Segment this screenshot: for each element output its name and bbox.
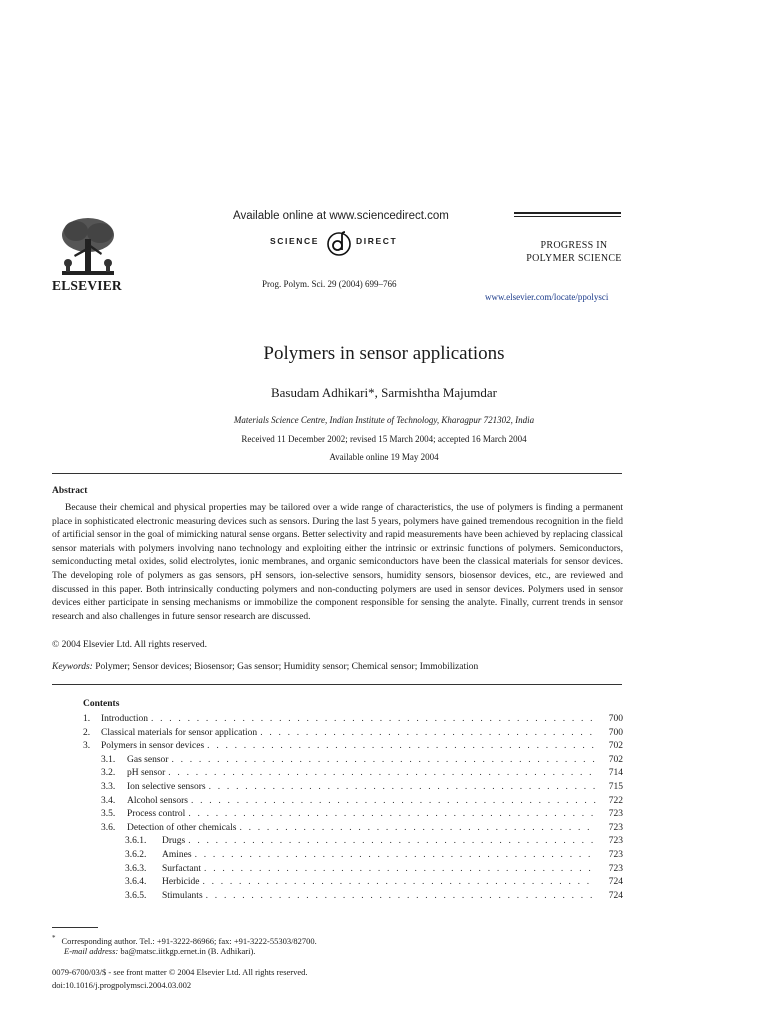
toc-leader-dots — [168, 766, 596, 780]
toc-item-number: 3.6. — [101, 822, 116, 833]
toc-leader-dots — [202, 875, 596, 889]
journal-reference: Prog. Polym. Sci. 29 (2004) 699–766 — [262, 279, 397, 289]
journal-name — [514, 239, 634, 265]
toc-item-label: Detection of other chemicals — [127, 822, 237, 833]
journal-name-line2: POLYMER SCIENCE — [526, 253, 622, 264]
keywords-label: Keywords: — [52, 662, 93, 672]
toc-item[interactable] — [52, 834, 623, 848]
toc-item-page: 700 — [608, 727, 623, 738]
toc-item-page: 724 — [608, 877, 623, 888]
toc-item-label: Surfactant — [162, 863, 202, 874]
toc-item-number: 3.1. — [101, 754, 116, 765]
corresponding-author-text: Corresponding author. Tel.: +91-3222-86966; fax: +91-3222-55303/82700. — [61, 935, 317, 946]
toc-item[interactable] — [52, 712, 623, 726]
toc-item-number: 3.4. — [101, 795, 116, 806]
toc-leader-dots — [151, 712, 596, 726]
toc-item-page: 715 — [608, 782, 623, 792]
journal-name-line1: PROGRESS IN — [540, 240, 608, 251]
toc-leader-dots — [239, 821, 596, 835]
toc-item-number: 3.6.4. — [125, 877, 147, 888]
toc-item[interactable] — [52, 794, 623, 808]
footnote-star: * — [52, 934, 56, 942]
toc-item-page: 723 — [608, 822, 623, 833]
corresponding-author-footnote — [52, 934, 317, 946]
toc-item-number: 1. — [83, 714, 91, 724]
toc-leader-dots — [188, 807, 596, 821]
abstract-body: Because their chemical and physical properties may be tailored over a wide range of characteristics, the use of polymers is finding a permanent place in sophisticated electronic measuring devices such as sensors. During the last 5 years, polymers have gained tremendous recognition in the field of artificial sensor in the goal of mimicking natural sense organs. Better selectivity and rapid measurements have been achieved by replacing classical sensor materials with polymers involving nano technology and exploiting either the intrinsic or extrinsic functions of polymers. Semiconductors, semiconducting metal oxides, solid electrolytes, ionic membranes, and organic semiconductors have been the classical materials for sensor devices. The developing role of polymers as gas sensors, pH sensors, ion-selective sensors, humidity sensors, biosensor devices, etc., are reviewed and discussed in this paper. Both intrinsically conducting polymers and non-conducting polymers are used in sensor devices. Polymers used in sensor devices either participate in sensing mechanisms or immobilize the component responsible for sensing the analyte. Finally, current trends in sensor research and also challenges in future sensor research are discussed. — [52, 503, 623, 622]
email-label: E-mail address: — [64, 946, 119, 956]
toc-item-page: 723 — [608, 836, 623, 847]
toc-item[interactable] — [52, 848, 623, 862]
journal-header-rule — [514, 212, 621, 214]
toc-item-label: Drugs — [162, 836, 186, 847]
abstract-top-rule — [52, 473, 622, 474]
toc-item[interactable] — [52, 739, 623, 753]
toc-leader-dots — [195, 848, 596, 862]
available-online-date: Available online 19 May 2004 — [329, 452, 439, 462]
contents-heading: Contents — [83, 699, 120, 709]
email-footnote — [64, 946, 255, 956]
toc-item-number: 3.3. — [101, 782, 116, 792]
sciencedirect-logo — [270, 229, 450, 255]
available-online-text[interactable]: Available online at www.sciencedirect.com — [233, 210, 449, 222]
toc-item-page: 702 — [608, 754, 623, 765]
toc-item-number: 3.6.5. — [125, 890, 147, 901]
toc-leader-dots — [188, 834, 596, 848]
toc-item-label: Gas sensor — [127, 754, 169, 765]
keywords-list: Polymer; Sensor devices; Biosensor; Gas sensor; Humidity sensor; Chemical sensor; Immobilization — [95, 662, 479, 672]
toc-item-page: 723 — [608, 809, 623, 820]
toc-item[interactable] — [52, 766, 623, 780]
toc-item-number: 3.6.3. — [125, 863, 147, 874]
toc-item[interactable] — [52, 875, 623, 889]
publisher-name: ELSEVIER — [52, 278, 122, 293]
toc-leader-dots — [206, 889, 596, 903]
toc-item-number: 3.6.1. — [125, 836, 147, 847]
sciencedirect-left-word: SCIENCE — [270, 236, 319, 246]
toc-item-number: 3.6.2. — [125, 850, 147, 860]
toc-item-label: Herbicide — [162, 877, 200, 888]
elsevier-tree-logo — [52, 208, 124, 288]
toc-leader-dots — [209, 780, 596, 794]
toc-item-page: 702 — [608, 741, 623, 752]
toc-item-page: 700 — [608, 714, 623, 724]
toc-item-page: 724 — [608, 890, 623, 901]
author-affiliation: Materials Science Centre, Indian Institute of Technology, Kharagpur 721302, India — [233, 415, 535, 425]
toc-leader-dots — [207, 739, 596, 753]
article-title: Polymers in sensor applications — [263, 343, 505, 364]
issn-line: 0079-6700/03/$ - see front matter © 2004 Elsevier Ltd. All rights reserved. — [52, 967, 308, 977]
abstract-copyright: © 2004 Elsevier Ltd. All rights reserved. — [52, 640, 207, 650]
toc-item-label: Stimulants — [162, 890, 203, 901]
toc-leader-dots — [171, 753, 596, 767]
toc-leader-dots — [191, 794, 596, 808]
toc-item-label: Alcohol sensors — [127, 795, 188, 806]
toc-item-label: Polymers in sensor devices — [101, 741, 205, 752]
toc-item-number: 3.2. — [101, 768, 116, 779]
toc-item-page: 723 — [608, 850, 623, 860]
toc-item[interactable] — [52, 780, 623, 794]
toc-leader-dots — [204, 862, 596, 876]
toc-item[interactable] — [52, 753, 623, 767]
doi-line[interactable]: doi:10.1016/j.progpolymsci.2004.03.002 — [52, 980, 192, 990]
toc-item-number: 3.5. — [101, 809, 116, 820]
footnote-rule — [52, 927, 98, 928]
abstract-heading: Abstract — [52, 486, 88, 496]
toc-item-label: Introduction — [101, 714, 148, 724]
journal-header-rule-thin — [514, 216, 621, 217]
toc-item-number: 3. — [83, 741, 91, 752]
email-address[interactable]: ba@matsc.iitkgp.ernet.in (B. Adhikari). — [120, 946, 256, 956]
article-dates: Received 11 December 2002; revised 15 March 2004; accepted 16 March 2004 — [241, 434, 527, 444]
journal-url-link[interactable]: www.elsevier.com/locate/ppolysci — [485, 292, 609, 302]
toc-item-page: 714 — [608, 768, 623, 779]
toc-item-label: Amines — [162, 850, 192, 860]
article-authors: Basudam Adhikari*, Sarmishtha Majumdar — [270, 385, 498, 400]
toc-item[interactable] — [52, 889, 623, 903]
toc-leader-dots — [260, 726, 596, 740]
toc-item-label: Process control — [127, 809, 186, 820]
toc-item-label: pH sensor — [127, 768, 166, 779]
contents-top-rule — [52, 684, 622, 685]
toc-item[interactable] — [52, 726, 623, 740]
sciencedirect-d-icon — [325, 229, 353, 257]
toc-item-page: 722 — [608, 795, 623, 806]
keywords-line — [52, 662, 478, 672]
toc-item-number: 2. — [83, 727, 91, 738]
toc-item[interactable] — [52, 821, 623, 835]
toc-item-label: Ion selective sensors — [127, 782, 206, 792]
sciencedirect-right-word: DIRECT — [356, 236, 398, 246]
toc-item[interactable] — [52, 807, 623, 821]
toc-item[interactable] — [52, 862, 623, 876]
toc-item-page: 723 — [608, 863, 623, 874]
toc-item-label: Classical materials for sensor application — [101, 727, 258, 738]
